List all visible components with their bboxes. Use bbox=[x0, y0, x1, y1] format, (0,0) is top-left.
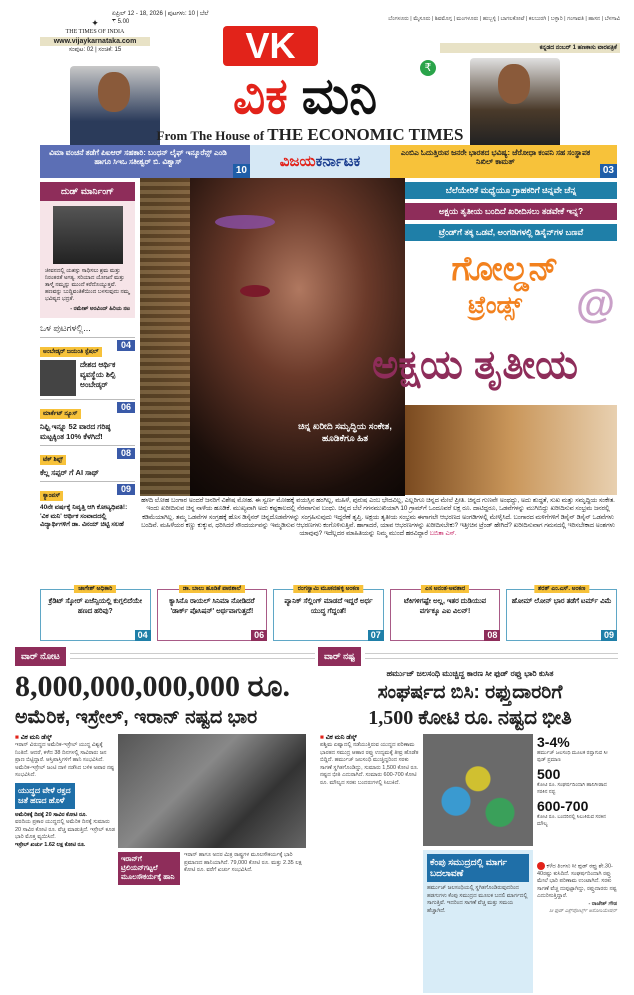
inside-label: ಅಂಬೇಡ್ಕರ್ ಜಯಂತಿ ಸ್ಪೆಷಲ್ bbox=[40, 347, 102, 357]
section-tag: ವಾರ್ ನೋಟ bbox=[15, 647, 66, 666]
page-number: 10 bbox=[233, 164, 250, 178]
website-link[interactable]: www.vijaykarnataka.com bbox=[40, 37, 150, 46]
quote-bullet-icon bbox=[537, 862, 545, 870]
stat bbox=[537, 766, 617, 795]
teaser-box[interactable] bbox=[273, 586, 384, 641]
hero-lips bbox=[240, 285, 270, 297]
page-number: 04 bbox=[135, 630, 151, 641]
teaser-box[interactable] bbox=[157, 586, 268, 641]
stat-value: 3-4% bbox=[537, 734, 570, 750]
burnt-car-photo bbox=[118, 734, 306, 848]
article-left-lower bbox=[118, 852, 306, 992]
title-part-2: ಮನಿ bbox=[287, 68, 377, 124]
inside-item[interactable] bbox=[40, 445, 135, 478]
section-header-war-loss bbox=[318, 645, 618, 667]
volume-issue: ಸಂಪುಟ: 02 | ಸಂಚಿಕೆ: 15 bbox=[68, 47, 122, 53]
publication-title bbox=[165, 68, 445, 124]
vijaya-karnataka-logo bbox=[250, 145, 390, 178]
teaser-box[interactable] bbox=[390, 586, 501, 641]
hero-caption: ಚಿನ್ನ ಖರೀದಿ ಸಮೃದ್ಧಿಯ ಸಂಕೇತ, ಹೂಡಿಕೆಗೂ ಹಿತ bbox=[298, 421, 392, 443]
inside-label: ಕ್ಯಾಂಪಸ್ bbox=[40, 491, 63, 501]
title-part-1: ವಿಕ bbox=[233, 68, 288, 124]
inside-label: ಮಾರ್ಕೆಟ್ ನ್ಯೂಸ್ bbox=[40, 409, 81, 419]
cover-title-line-1: ಗೋಲ್ಡನ್ bbox=[451, 250, 559, 288]
divider bbox=[70, 653, 315, 659]
subhead: ಇಸ್ರೇಲ್ ಖರ್ಚು 1.62 ಲಕ್ಷ ಕೋಟಿ ರೂ. bbox=[15, 841, 86, 848]
times-of-india-emblem: ✦ bbox=[91, 18, 99, 28]
teaser-label: ಡಾ. ಬಾಲು ಹೂಡಿಕೆ ಪಾಠಶಾಲೆ bbox=[179, 585, 245, 593]
stat bbox=[537, 734, 617, 763]
cover-bar: ಬೆಲೆಯೇರಿಕೆ ಮಧ್ಯೆಯೂ ಗ್ರಾಹಕರಿಗೆ ಚಿನ್ನವೇ ಚೆನ್ನ bbox=[405, 182, 617, 199]
jewellery-shop-photo bbox=[405, 405, 617, 495]
teaser-box[interactable] bbox=[506, 586, 617, 641]
red-sea-box bbox=[423, 850, 533, 993]
divider bbox=[365, 653, 618, 659]
teaser-title: ಪ್ಯಾನಿಕ್ ಸೆಲ್ಲಿಂಗ್ ಮಾಡದೆ ಇದ್ದರೆ ಅರ್ಧ ಯುದ್ಧ ಗೆದ್ದಂತೆ! bbox=[284, 598, 373, 615]
teaser-label: ಜಾಗೇಶ್ ಅಧಿಕಾರಿ bbox=[74, 585, 116, 593]
inside-title: ಕೆಲ್ಲ ಸಪ್ಪರ್ ಗೆ AI ಸಾಥ್ bbox=[40, 468, 100, 477]
masthead-photo-right bbox=[470, 58, 560, 145]
brand-part-1: ವಿಜಯ bbox=[279, 153, 316, 170]
stat-value: 500 bbox=[537, 766, 561, 782]
brand-part-2: ಕರ್ನಾಟಕ bbox=[315, 153, 361, 170]
good-morning-heading: ದುಡ್ ಮಾರ್ನಿಂಗ್ bbox=[40, 182, 135, 201]
inner-page-teasers bbox=[40, 586, 617, 641]
inside-pages-heading: ಒಳ ಪುಟಗಳಲ್ಲಿ... bbox=[40, 323, 91, 333]
teaser-label: ಎಸ ಅನಂತ-ಅವತಾರ bbox=[421, 585, 469, 593]
expert-quote bbox=[537, 862, 617, 914]
stat bbox=[537, 798, 617, 827]
article-body: ಪಶ್ಚಿಮ ಏಷ್ಯಾದಲ್ಲಿ ನಡೆಯುತ್ತಿರುವ ಯುದ್ಧದ ಪರಿಣಾಮ ಭಾರತದ ಸಮುದ್ರ ಆಹಾರ ರಫ್ತು ಉದ್ಯಮಕ್ಕೆ ತೀವ್ರ ಹೊಡೆತ ಬಿದ್ದಿದೆ. ಹರ್ಮುಜ್ ಜಲಸಂಧಿ ಮುಚ್ಚಿದ್ದರಿಂದ ಸರಕು ಸಾಗಣೆ ಸ್ಥಗಿತಗೊಂಡಿದ್ದು, ಸುಮಾರು 1,500 ಕೋಟಿ ರೂ. ನಷ್ಟದ ಭೀತಿ ಎದುರಾಗಿದೆ. ಸುಮಾರು 600-700 ಕೋಟಿ ರೂ. ಮೌಲ್ಯದ ಸರಕು ಬಂದರುಗಳಲ್ಲಿ ಸಿಲುಕಿದೆ. bbox=[320, 742, 419, 786]
stat-desc: ಕೋಟಿ ರೂ. ಬಂದರಿನಲ್ಲಿ ಸಿಲುಕಿರುವ ಸರಕಿನ ಮೌಲ್ಯ bbox=[537, 814, 606, 827]
headline-number: 8,000,000,000,000 ರೂ. bbox=[15, 670, 291, 703]
stat-value: 600-700 bbox=[537, 798, 589, 814]
quote-role: ಸೀ ಫುಡ್ ಎಕ್ಸ್‌ಪೋರ್ಟ್ಸ್ ಅಸೋಸಿಯೇಷನ್ bbox=[549, 907, 617, 914]
cover-bar: ಅಕ್ಷಯ ತೃತೀಯ ಬಂದಿದೆ ಖರೀದಿಸಲು ತಡವೇಕೆ ಇನ್ನ? bbox=[405, 203, 617, 220]
teaser-title: ಟೆಕಿಗಳಿಗಷ್ಟೇ ಅಲ್ಲ, ಇತರ ದುಡಿಯುವ ವರ್ಗಕ್ಕೂ ಎಐ ವಿಲನ್! bbox=[403, 598, 487, 615]
cover-intro bbox=[138, 497, 618, 538]
ambedkar-photo bbox=[40, 360, 76, 396]
article-body: ವರದಿಯ ಪ್ರಕಾರ ಯುದ್ಧದಲ್ಲಿ ಅಮೆರಿಕ ದಿನಕ್ಕೆ ಸುಮಾರು 20 ಸಾವಿರ ಕೋಟಿ ರೂ. ವೆಚ್ಚ ಮಾಡುತ್ತಿದೆ. ಇಸ್ರೇಲ್ ಕೂಡ ಭಾರಿ ಮೊತ್ತ ವ್ಯಯಿಸಿದೆ. bbox=[15, 819, 115, 840]
cover-bar: ಟ್ರೆಂಡ್‌ಗೆ ತಕ್ಕ ಒಡವೆ, ಅಂಗಡಿಗಳಲ್ಲಿ ಡಿಸೈನ್‌ಗಳ ಬಣವೆ bbox=[405, 224, 617, 241]
strip-right-text: ಎಂಬಿಎ ಓದುತ್ತಿರುವ ಜನರೇ ಭಾರತದ ಭವಿಷ್ಯ: ಜೆರೋಧಾ ಕಂಪನಿ ಸಹ ಸಂಸ್ಥಾಪಕ ನಿಖಿಲ್ ಕಾಮತ್ bbox=[400, 148, 591, 166]
article-right-column bbox=[320, 733, 420, 993]
page-number: 09 bbox=[117, 484, 135, 495]
headline: ಅಮೆರಿಕ, ಇಸ್ರೇಲ್, ಇರಾನ್ ನಷ್ಟದ ಭಾರ bbox=[15, 707, 258, 728]
inside-title: ನಿಫ್ಟಿ ಇನ್ನೂ 52 ವಾರದ ಗರಿಷ್ಠ ಮಟ್ಟಕ್ಕಿಂತ 10% ಕೆಳಗಿದೆ! bbox=[40, 422, 111, 441]
subhead: ಅಮೆರಿಕಕ್ಕೆ ದಿನಕ್ಕೆ 20 ಸಾವಿರ ಕೋಟಿ ರೂ. bbox=[15, 811, 87, 818]
red-sea-body: ಹರ್ಮುಜ್ ಜಲಸಂಧಿಯಲ್ಲಿ ಸ್ಥಗಿತಗೊಂಡಿರುವುದರಿಂದ ಹಡಗುಗಳು ಕೆಂಪು ಸಮುದ್ರದ ಮೂಲಕ ಬದಲಿ ಮಾರ್ಗದಲ್ಲಿ ಸಾಗುತ್ತಿವೆ. ಇದರಿಂದ ಸಾಗಣೆ ವೆಚ್ಚ ಮತ್ತು ಸಮಯ ಹೆಚ್ಚಾಗಿದೆ. bbox=[427, 885, 528, 914]
dateline: ■ ವಿಕ ಮನಿ ಡೆಸ್ಕ್ bbox=[320, 733, 420, 742]
section-tag: ವಾರ್ ನಷ್ಟ bbox=[318, 647, 361, 666]
page-number: 08 bbox=[117, 448, 135, 459]
page-number: 09 bbox=[601, 630, 617, 641]
stats-panel bbox=[537, 734, 617, 830]
strip-story-left[interactable] bbox=[40, 145, 250, 178]
good-morning-author: - ರಮೇಶ್ ಅರವಿಂದ್ ಹಿರಿಯ ನಟ bbox=[70, 306, 130, 312]
page-number: 06 bbox=[117, 402, 135, 413]
inside-item[interactable] bbox=[40, 399, 135, 442]
rupee-icon: ₹ bbox=[420, 60, 436, 76]
red-sea-title: ಕೆಂಪು ಸಮುದ್ರದಲ್ಲಿ ಮಾರ್ಗ ಬದಲಾವಣೆ bbox=[427, 854, 529, 882]
tagline: ಕನ್ನಡದ ನಂಬರ್ 1 ಹಣಕಾಸು ವಾರಪತ್ರಿಕೆ bbox=[440, 43, 620, 53]
page-number: 06 bbox=[251, 630, 267, 641]
inside-title: ದೇಶದ ಆರ್ಥಿಕ ವ್ಯವಸ್ಥೆಯ ಶಿಲ್ಪಿ ಅಂಬೇಡ್ಕರ್ bbox=[80, 360, 116, 389]
date-line: ಏಪ್ರಿಲ್ 12 - 18, 2026 | ಪುಟಗಳು: 10 | ಬೆಲೆ ₹ 5.00 bbox=[112, 11, 209, 25]
teaser-title: ಕ್ಯಾಸಿನೊ ರಾಯಲ್ ಸಿನಿಮಾ ನೋಡಿದರೆ 'ಡಾರ್ಕ್ ಪೊಸಿಷನ್' ಅರ್ಥವಾಗುತ್ತದೆ! bbox=[169, 598, 255, 615]
headline-line-1: ಸಂಘರ್ಷದ ಬಿಸಿ: ರಫ್ತುದಾರರಿಗೆ bbox=[377, 682, 563, 703]
page-number: 07 bbox=[368, 630, 384, 641]
teaser-label: ಶರತ್ ಎಂ.ಎಸ್. ಅಂಕಣ bbox=[534, 585, 589, 593]
strip-left-text: ವಿಮಾ ವಂಚನೆ ತಡೆಗೆ ಪಿಐಆರ್ ಸಹಕಾರಿ: ಬಂಧನ್ ಲೈಫ್ ಇನ್ಶೂರೆನ್ಸ್ ಎಂಡಿ ಹಾಗೂ ಸಿಇಒ ಸತೀಶ್ವರ್ ಬಿ. ವಿಶ್ವಾಸ್ bbox=[49, 148, 227, 166]
inside-title: 40ನೇ ವರ್ಷಕ್ಕೆ ನಿವೃತ್ತಿ ಆಗಿ ಕೋಟ್ಯಧಿಪತಿ!: 'ವಿಕ ಮನಿ' ಆರ್ಥಿಕ ಸಂವಾದದಲ್ಲಿ ವಿದ್ಯಾರ್ಥಿಗಳಿಗೆ ಡಾ. ವಿನಯ್ ಚಿಟ್ಟಿ ಸಲಹೆ bbox=[40, 504, 128, 528]
article-left-column bbox=[15, 733, 115, 993]
vk-logo: VK bbox=[223, 26, 318, 66]
good-morning-photo bbox=[53, 206, 123, 264]
headline-line-2: 1,500 ಕೋಟಿ ರೂ. ನಷ್ಟದ ಭೀತಿ bbox=[368, 707, 572, 729]
stat-desc: ಹರ್ಮುಜ್ ಜಲಸಂಧಿ ಮೂಲಕ ರಫ್ತಾಗುವ ಸೀ ಫುಡ್ ಪ್ರಮಾಣ bbox=[537, 750, 608, 763]
edition-cities: ಬೆಂಗಳೂರು | ಮೈಸೂರು | ಶಿವಮೊಗ್ಗ | ಮಂಗಳೂರು | ಹುಬ್ಬಳ್ಳಿ | ಬಾಗಲಕೋಟೆ | ಕಲಬುರಗಿ | ಬಳ್ಳಾರಿ | ಗಂಗಾವತಿ | ಹಾಸನ | ಬೆಳಗಾವಿ bbox=[388, 16, 620, 22]
good-morning-text: ಜೀವನದಲ್ಲಿ ಯಶಸ್ಸು ಸಾಧಿಸಲು ಶ್ರಮ ಮತ್ತು ನಿರಂತರತೆ ಅಗತ್ಯ. ಸರಿಯಾದ ಯೋಜನೆ ಮತ್ತು ತಾಳ್ಮೆ ನಮ್ಮನ್ನು ಮುಂದೆ ಕರೆದೊಯ್ಯುತ್ತವೆ. ಹಣವನ್ನು ಬುದ್ಧಿವಂತಿಕೆಯಿಂದ ಬಳಸುವುದು ನಮ್ಮ ಭವಿಷ್ಯದ ಭದ್ರತೆ. bbox=[45, 268, 130, 302]
inside-item[interactable] bbox=[40, 337, 135, 396]
stat-desc: ಕೋಟಿ ರೂ. ಸಂಘರ್ಷದಿಂದಾಗಿ ಹಾನಿಗೀಡಾದ ಸರಕಿನ ನಷ್ಟ bbox=[537, 782, 607, 795]
dateline: ■ ವಿಕ ಮನಿ ಡೆಸ್ಕ್ bbox=[15, 733, 115, 742]
page-number: 08 bbox=[484, 630, 500, 641]
inside-label: ಟೆಕ್ ಶಿಫ್ಟ್ bbox=[40, 455, 66, 465]
teaser-label: ರಂಗಸ್ವಾಮಿ ಮೂಕನಹಳ್ಳಿ ಅಂಕಣ bbox=[294, 585, 363, 593]
times-of-india-label: THE TIMES OF INDIA bbox=[65, 29, 125, 35]
intro-text: ಹಳದಿ ಲೋಹ ಬಂಗಾರ ಅಂದರೆ ಜನರಿಗೆ ವಿಶೇಷ ಮೋಹ. ಈ ಸ್ವರ್ಣ ಮೋಹಕ್ಕೆ ವಯಸ್ಸಿನ ಹಂಗಿಲ್ಲ, ಮಹಿಳೆ, ಪುರುಷ ಎಂಬ ಭೇದವಿಲ್ಲ, ಎಲ್ಲರಿಗೂ ಚಿನ್ನದ ಮೇಲೆ ಪ್ರೀತಿ. ಚಿನ್ನದ ಗುಣವೇ ಅಂಥದ್ದು, ಅದು ಶುದ್ಧತೆ, ಸುಖ ಮತ್ತು ಸಮೃದ್ಧಿಯ ಸಂಕೇತ. ಇಂದು ಖರೀದಿಸುವ ಚಿನ್ನ ನಾಳೆಯ ಹೂಡಿಕೆ. ಮುಖ್ಯವಾಗಿ ಅದು ಕಷ್ಟಕಾಲದಲ್ಲಿ ನೆರವಾಗುವ ಬಂಧು. ಚಿನ್ನದ ಬೆಲೆ ಗಗನಮುಖಿಯಾಗಿ 10 ಗ್ರಾಮ್‌ಗೆ ಒಂದೂವರೆ ಲಕ್ಷ ರೂ. ದಾಟಿದ್ದರೂ, ಒಡವೆಗಳನ್ನು ಮುಗಿಬಿದ್ದು ಖರೀದಿಸುವ ಸಂಭ್ರಮ ಜನರಲ್ಲಿ ಕಡಿಮೆಯಾಗಿಲ್ಲ. ತಮ್ಮ ಒಡವೆಗಳ ಸಂಗ್ರಹಕ್ಕೆ ಹೊಸ ಡಿಸೈನರ್ ಚಿನ್ನದೊಡವೆಗಳನ್ನು ಸಂಗ್ರಹಿಸುವುದು ಇದ್ದರೆಣೆ ತೃಪ್ತಿ. ಅಕ್ಷಯ ತೃತೀಯ ಸಂಭ್ರಮ ಈಗಾಗಲೇ ಆಭರಣದ ಅಂಗಡಿಗಳಲ್ಲಿ ಮೇಳೈಸಿದೆ. ಬಂಗಾರದ ಮಳಿಗೆಗಳಿಗೆ ಡಿಸೈನ್ ಡಿಸೈನ್ ಒಡವೆಗಳು ಬಂದಿವೆ. ಮಹಿಳೆಯರ ಕಣ್ಣು ಕುಕ್ಕುವ, ಧರಿಸಿದರೆ ಸೌಂದರ್ಯವನ್ನು ಇಮ್ಮಡಿಸುವ ಆಭರಣಗಳು ಕಂಗೊಳಿಸುತ್ತಿವೆ. ಹಾಗಾದರೆ, ಯಾವ ಆಭರಣಗಳನ್ನು ಖರೀದಿಸಬೇಕು? ಇತ್ತೀಚಿನ ಟ್ರೆಂಡ್ ಹೇಗಿದೆ? ಖರೀದಿಸುವಾಗ ಗಮನದಲ್ಲಿ ಇರಿಸಬೇಕಾದ ಅಂಶಗಳು ಯಾವುವು? ಇದೆಲ್ಲದರ ಮಾಹಿತಿಯನ್ನು ನಿಮ್ಮ ಮುಂದೆ ಹರವಿದ್ದಾರೆ bbox=[141, 497, 615, 538]
quote-text: ಕಳೆದ ತಿಂಗಳು ಸೀ ಫುಡ್ ರಫ್ತು ಶೇ.30-40ರಷ್ಟು ಕುಸಿದಿದೆ. ಸಂಘರ್ಷದಿಂದಾಗಿ ರಫ್ತು ಮೇಲೆ ಭಾರಿ ಪರಿಣಾಮ ಉಂಟಾಗಿದೆ. ಸರಕು ಸಾಗಣೆ ವೆಚ್ಚ ದುಪ್ಪಟ್ಟಾಗಿದ್ದು, ರಫ್ತುದಾರರು ನಷ್ಟ ಎದುರಿಸುತ್ತಿದ್ದಾರೆ. bbox=[537, 863, 617, 900]
hero-eye-makeup bbox=[215, 215, 275, 229]
page-number: 04 bbox=[117, 340, 135, 351]
good-morning-box bbox=[40, 201, 135, 318]
inside-item[interactable] bbox=[40, 481, 135, 530]
article-body: ಇರಾನ್ ಹಾಗೂ ಅದರ ಮಿತ್ರ ರಾಷ್ಟ್ರಗಳ ಮೂಲಸೌಕರ್ಯಕ್ಕೆ ಭಾರಿ ಪ್ರಮಾಣದ ಹಾನಿಯಾಗಿದೆ. 79,000 ಕೋಟಿ ರೂ. ಮತ್ತು 2.35 ಲಕ್ಷ ಕೋಟಿ ರೂ. ವರೆಗೆ ಖರ್ಚು ಸಂಭವಿಸಿದೆ. bbox=[184, 852, 302, 873]
iran-box-title: ಇರಾನ್‌ಗೆ ಟ್ರಿಲಿಯನ್‌ಗಟ್ಟಲೆ ಮೂಲಸೌಕರ್ಯಕ್ಕೆ ಹಾನಿ bbox=[118, 852, 180, 885]
byline: ಬಬಿತಾ ಎಸ್. bbox=[429, 530, 457, 538]
page-number: 03 bbox=[600, 164, 617, 178]
left-column bbox=[40, 182, 135, 533]
from-the-house-line bbox=[140, 126, 480, 145]
cover-bars bbox=[405, 178, 617, 241]
at-symbol-icon: @ bbox=[576, 282, 616, 326]
from-label: From The House of bbox=[156, 128, 268, 143]
teaser-title: ಕ್ರೆಡಿಟ್ ಸ್ಕೋರ್ ಏಜೆನ್ಸಿಯಲ್ಲಿ ಕುಗ್ಗಲಿದೆಯೇ ಹಣದ ಹರಿವು? bbox=[48, 598, 142, 615]
teaser-box[interactable] bbox=[40, 586, 151, 641]
jewellery-detail bbox=[140, 178, 190, 496]
seafood-market-photo bbox=[423, 734, 533, 846]
article-body: ಇರಾನ್ ವಿರುದ್ಧದ ಅಮೆರಿಕ-ಇಸ್ರೇಲ್ ಯುದ್ಧ ವಿಶ್ವಕ್ಕೆ ನಿಂತಿದೆ. ಆದರೆ, ಕಳೆದ 38 ದಿನಗಳಲ್ಲಿ ಸಾವಿರಾರು ಜನ ಪ್ರಾಣ ಬಿಟ್ಟಿದ್ದಾರೆ. ಆಸ್ತಿಪಾಸ್ತಿಗಳಿಗೆ ಹಾನಿ ಸಂಭವಿಸಿದೆ. ಅಮೆರಿಕ-ಇಸ್ರೇಲ್ ಜಂಟಿ ದಾಳಿ ನಡೆಸಿದ ಬಳಿಕ ಅಪಾರ ನಷ್ಟ ಸಂಭವಿಸಿದೆ. bbox=[15, 742, 115, 778]
teaser-title: ಹೋಮ್ ಲೋನ್ ಭಾರ ತಡೆಗೆ ಟರ್ಮ್ ವಿಮೆ bbox=[511, 598, 612, 605]
cover-title-line-2: ಟ್ರೆಂಡ್ಸ್ bbox=[468, 292, 522, 319]
top-strip bbox=[40, 145, 617, 178]
section-header-war-view bbox=[15, 645, 315, 667]
quote-author: - ರಾಜೇಶ್ ಗೌಡ bbox=[588, 900, 617, 907]
sidebox-title: ಯುದ್ಧದ ವೇಳೆ ರಕ್ತದ ಜತೆ ಹಣದ ಹೊಳೆ bbox=[15, 783, 75, 809]
kicker: ಹರ್ಮುಜ್ ಜಲಸಂಧಿ ಮುಚ್ಚಿದ್ದ ಕಾರಣ ಸೀ ಫುಡ್ ರಫ್ತು ಭಾರಿ ಕುಸಿತ bbox=[386, 669, 554, 678]
cover-title-line-3: ಅಕ್ಷಯ ತೃತೀಯ bbox=[372, 343, 578, 387]
economic-times-label: THE ECONOMIC TIMES bbox=[267, 125, 464, 144]
strip-story-right[interactable] bbox=[390, 145, 617, 178]
